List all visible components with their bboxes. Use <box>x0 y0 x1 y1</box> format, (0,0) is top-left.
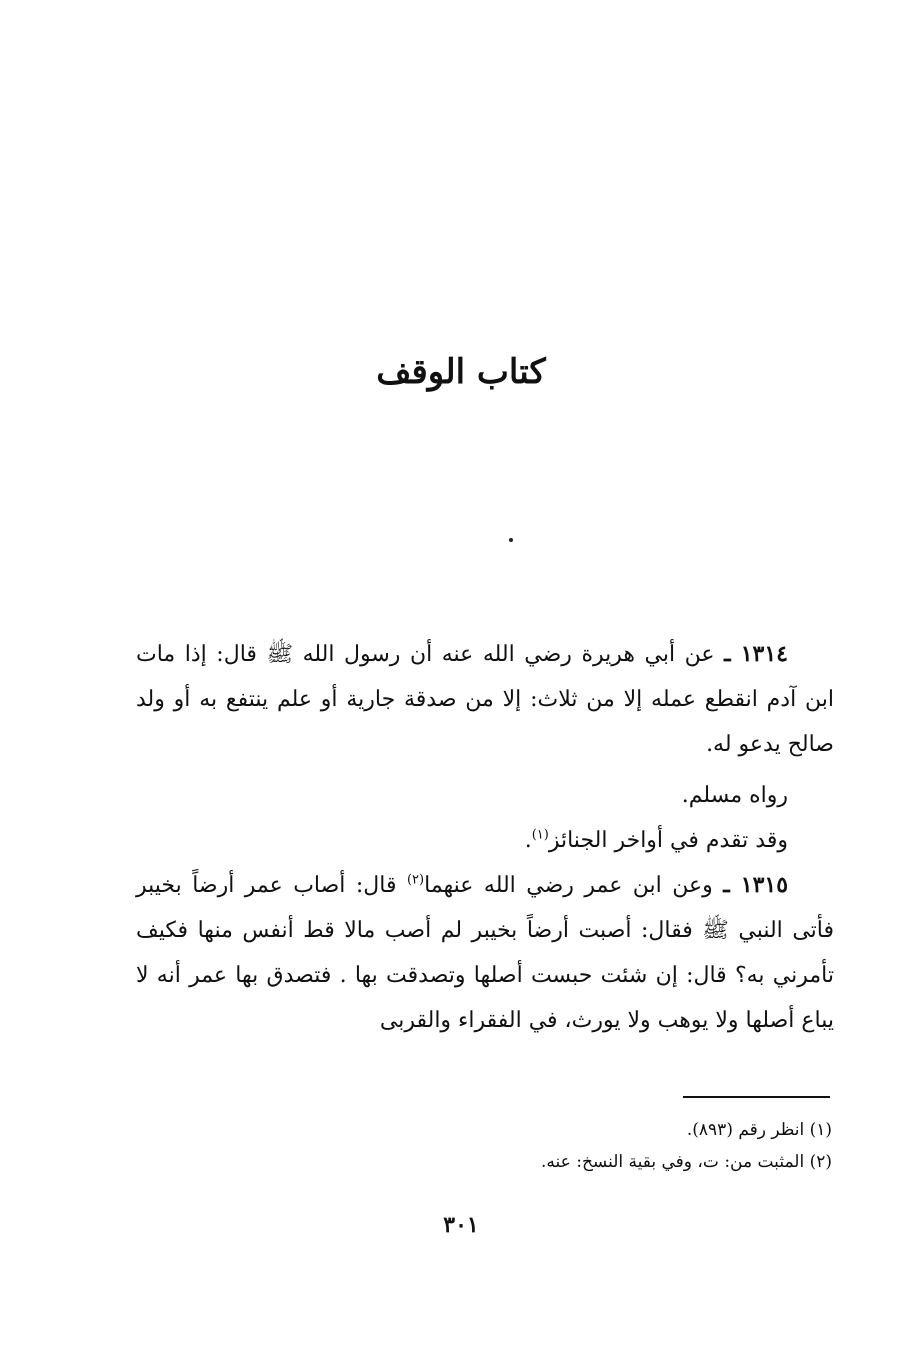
cross-reference-end: . <box>524 828 532 853</box>
footnote-1: (١) انظر رقم (٨٩٣). <box>686 1120 832 1140</box>
main-text <box>136 632 834 1043</box>
footnote-marker-1: (١) <box>531 827 549 843</box>
hadith-text: عن أبي هريرة رضي الله عنه أن رسول الله ﷺ قال: إذا مات ابن آدم انقطع عمله إلا من ثلاث: إلا من صدقة جارية أو علم ينتفع به أو ولد صالح يدعو له. <box>136 642 834 757</box>
page-number: ٣٠١ <box>443 1212 479 1238</box>
ornament-dot <box>509 538 513 542</box>
footnote-marker-2: (٢) <box>406 872 425 888</box>
footnote-2: (٢) المثبت من: ت، وفي بقية النسخ: عنه. <box>541 1152 832 1172</box>
hadith-1314 <box>136 632 834 767</box>
footnotes <box>300 1114 832 1178</box>
hadith-number: ١٣١٤ ـ <box>724 641 788 667</box>
hadith-1315 <box>136 863 834 1043</box>
footnote-divider <box>683 1096 830 1098</box>
cross-reference-text: وقد تقدم في أواخر الجنائز <box>548 828 788 853</box>
hadith-text-part-a: وعن ابن عمر رضي الله عنهما <box>424 873 713 898</box>
chapter-title: كتاب الوقف <box>376 352 546 392</box>
hadith-text-part-b: قال: أصاب عمر أرضاً بخيبر فأتى النبي ﷺ فقال: أصبت أرضاً بخيبر لم أصب مالا قط أنفس منها فكيف تأمرني به؟ قال: إن شئت حبست أصلها وتصدقت بها . فتصدق بها عمر أنه لا يباع أصلها ولا يوهب ولا يورث، في الفقراء والقربى <box>136 873 834 1033</box>
narration-line: رواه مسلم. <box>681 783 788 808</box>
hadith-number: ١٣١٥ ـ <box>723 872 789 898</box>
cross-reference-line <box>136 818 834 863</box>
